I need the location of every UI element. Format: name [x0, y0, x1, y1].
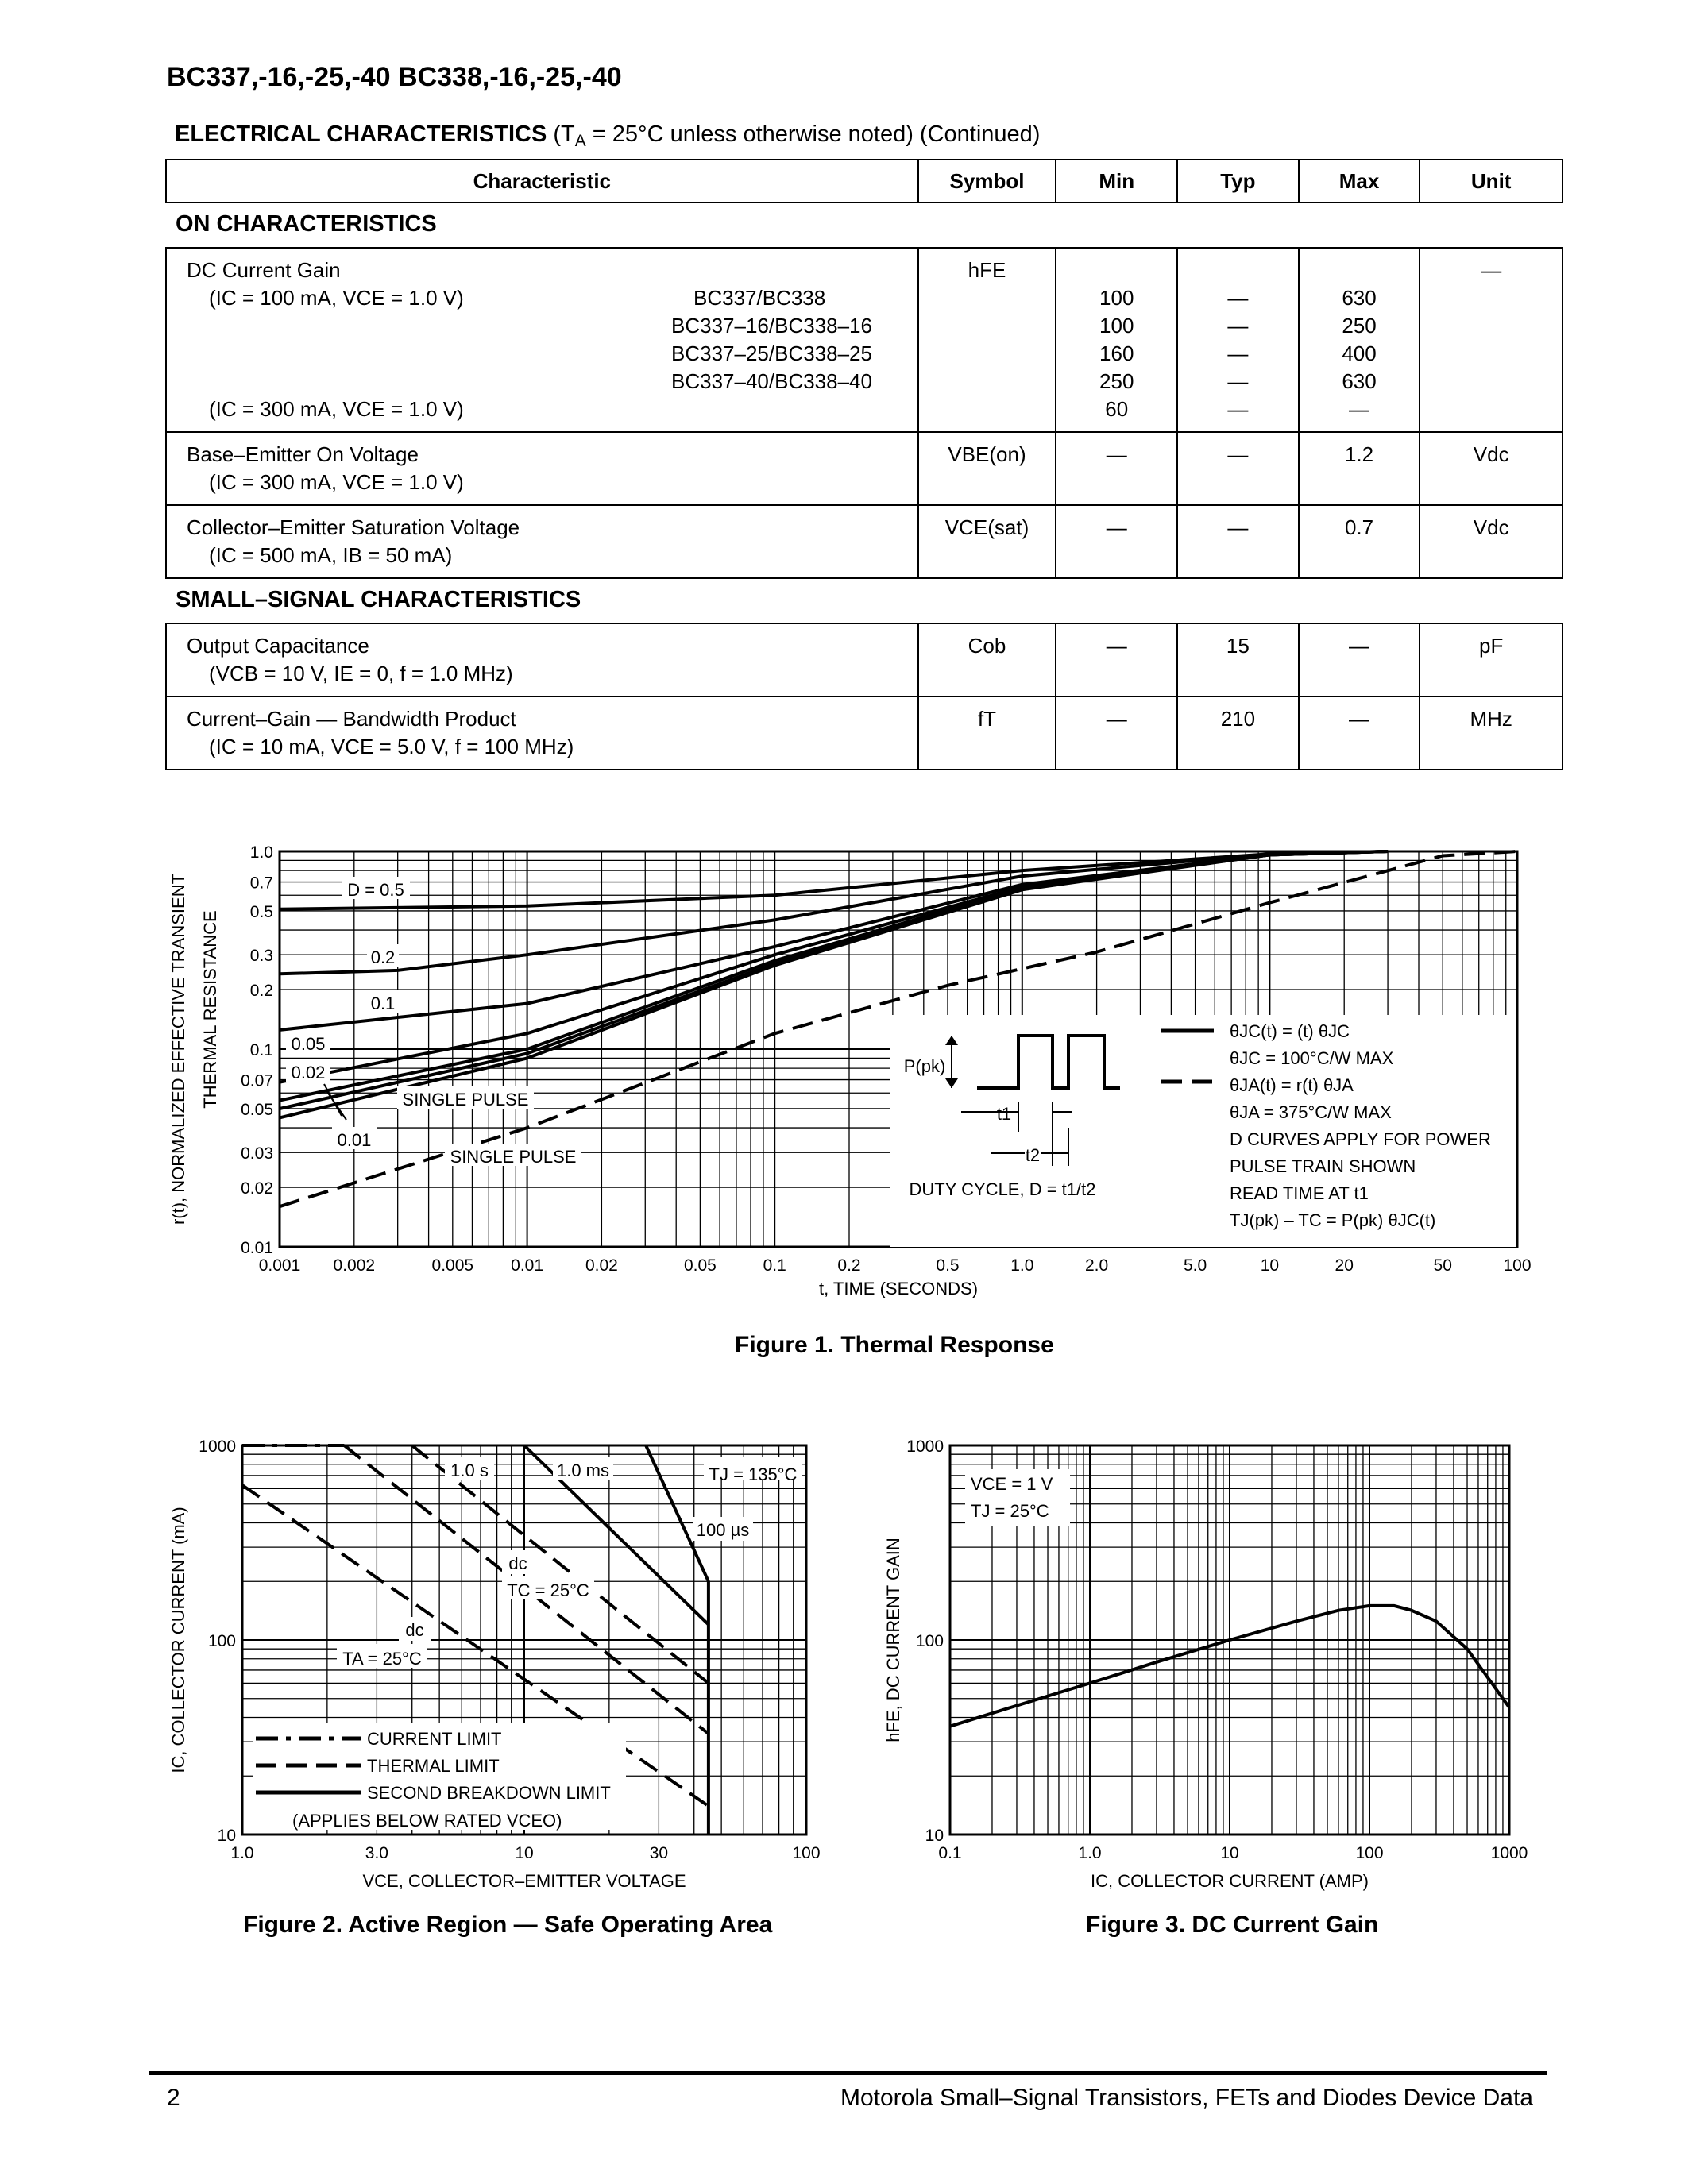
- sos-label-dc: dc: [508, 1553, 527, 1573]
- col-header: Max: [1299, 160, 1420, 203]
- legend-item: θJC = 100°C/W MAX: [1230, 1048, 1394, 1068]
- sos-label-tj: TJ = 135°C: [709, 1464, 798, 1484]
- y-axis-label: IC, COLLECTOR CURRENT (mA): [168, 1507, 188, 1773]
- y-tick-label: 1000: [199, 1437, 236, 1456]
- x-tick-label: 0.005: [431, 1256, 474, 1275]
- legend-item: (APPLIES BELOW RATED VCEO): [292, 1811, 562, 1831]
- typ-value: —: [1227, 369, 1249, 393]
- x-tick-label: 100: [1503, 1256, 1532, 1275]
- typ-value: 210: [1177, 696, 1299, 770]
- device-name: BC337–40/BC338–40: [671, 369, 872, 393]
- min-value: 100: [1099, 286, 1134, 310]
- max-value: 630: [1342, 369, 1377, 393]
- param-condition: (IC = 100 mA, VCE = 1.0 V): [209, 286, 464, 310]
- x-tick-label: 0.002: [333, 1256, 376, 1275]
- y-tick-label: 0.05: [241, 1100, 273, 1119]
- legend-item: θJA = 375°C/W MAX: [1230, 1102, 1392, 1122]
- sos-label-1ms: 1.0 ms: [556, 1461, 610, 1480]
- sos-label-dc: dc: [405, 1620, 424, 1640]
- curve-label-005: 0.05: [291, 1034, 326, 1054]
- symbol-cell: fT: [918, 696, 1056, 770]
- param-label: Output Capacitance: [187, 634, 369, 658]
- y-tick-label: 0.7: [249, 874, 273, 893]
- x-tick-label: 1.0: [1078, 1844, 1102, 1862]
- max-value: —: [1349, 397, 1370, 421]
- duty-cycle-label: DUTY CYCLE, D = t1/t2: [909, 1179, 1096, 1199]
- legend-item: D CURVES APPLY FOR POWER: [1230, 1129, 1491, 1149]
- y-axis-label: r(t), NORMALIZED EFFECTIVE TRANSIENT: [168, 873, 188, 1225]
- x-tick-label: 0.05: [683, 1256, 717, 1275]
- x-tick-label: 0.02: [585, 1256, 618, 1275]
- inset-t2-label: t2: [1025, 1145, 1041, 1165]
- param-condition: (IC = 500 mA, IB = 50 mA): [209, 543, 453, 567]
- typ-value: —: [1227, 341, 1249, 365]
- footer-source: Motorola Small–Signal Transistors, FETs and Diodes Device Data: [840, 2085, 1533, 2111]
- legend-item: CURRENT LIMIT: [367, 1729, 502, 1749]
- param-condition: (IC = 300 mA, VCE = 1.0 V): [209, 397, 464, 421]
- x-tick-label: 20: [1335, 1256, 1354, 1275]
- section-title: ON CHARACTERISTICS: [166, 203, 1562, 248]
- x-tick-label: 100: [1355, 1844, 1384, 1862]
- y-tick-label: 10: [925, 1827, 944, 1845]
- page-number: 2: [167, 2085, 180, 2111]
- unit-cell: pF: [1420, 623, 1562, 696]
- min-value: —: [1056, 623, 1177, 696]
- page-header: BC337,-16,-25,-40 BC338,-16,-25,-40: [167, 62, 622, 92]
- symbol-cell: Cob: [918, 623, 1056, 696]
- param-condition: (IC = 10 mA, VCE = 5.0 V, f = 100 MHz): [209, 735, 574, 758]
- x-tick-label: 0.2: [837, 1256, 861, 1275]
- curve-label-02: 0.2: [370, 947, 396, 967]
- x-tick-label: 10: [1260, 1256, 1280, 1275]
- symbol-cell: VBE(on): [918, 432, 1056, 505]
- max-value: —: [1299, 696, 1420, 770]
- x-tick-label: 0.1: [938, 1844, 962, 1862]
- x-tick-label: 1.0: [1010, 1256, 1034, 1275]
- curve-label-single-pulse: SINGLE PULSE: [402, 1090, 529, 1109]
- legend-item: TJ(pk) – TC = P(pk) θJC(t): [1230, 1210, 1436, 1230]
- typ-value: —: [1227, 397, 1249, 421]
- y-axis-label: THERMAL RESISTANCE: [200, 910, 220, 1109]
- x-tick-label: 5.0: [1183, 1256, 1207, 1275]
- col-header: Symbol: [918, 160, 1056, 203]
- y-tick-label: 0.5: [249, 902, 273, 921]
- legend-item: READ TIME AT t1: [1230, 1183, 1369, 1203]
- unit-cell: Vdc: [1420, 505, 1562, 578]
- gain-condition-tj: TJ = 25°C: [971, 1501, 1049, 1521]
- max-value: —: [1299, 623, 1420, 696]
- y-tick-label: 0.2: [249, 982, 273, 1001]
- min-value: 60: [1105, 397, 1129, 421]
- max-value: 0.7: [1299, 505, 1420, 578]
- y-tick-label: 10: [217, 1827, 236, 1845]
- unit-cell: Vdc: [1420, 432, 1562, 505]
- y-tick-label: 0.02: [241, 1179, 273, 1198]
- legend-item: θJA(t) = r(t) θJA: [1230, 1075, 1354, 1095]
- footer-rule: [149, 2071, 1547, 2075]
- figure-1-caption: Figure 1. Thermal Response: [735, 1332, 1054, 1358]
- min-value: —: [1056, 505, 1177, 578]
- x-tick-label: 1000: [1490, 1844, 1528, 1862]
- typ-value: —: [1177, 432, 1299, 505]
- curve-label-001: 0.01: [337, 1130, 372, 1150]
- figure-2-caption: Figure 2. Active Region — Safe Operating Area: [243, 1912, 773, 1938]
- x-tick-label: 0.01: [511, 1256, 544, 1275]
- device-name: BC337–16/BC338–16: [671, 314, 872, 338]
- x-tick-label: 10: [1220, 1844, 1239, 1862]
- legend-item: THERMAL LIMIT: [367, 1756, 500, 1776]
- gain-condition-vce: VCE = 1 V: [971, 1474, 1053, 1494]
- x-tick-label: 3.0: [365, 1844, 388, 1862]
- x-axis-label: IC, COLLECTOR CURRENT (AMP): [1090, 1871, 1369, 1891]
- x-tick-label: 10: [515, 1844, 534, 1862]
- param-label: Collector–Emitter Saturation Voltage: [187, 515, 520, 539]
- symbol-cell: hFE: [918, 248, 1056, 432]
- x-tick-label: 0.5: [936, 1256, 960, 1275]
- col-header: Min: [1056, 160, 1177, 203]
- curve-label-d05: D = 0.5: [347, 880, 404, 900]
- x-tick-label: 0.1: [763, 1256, 786, 1275]
- max-value: 250: [1342, 314, 1377, 338]
- max-value: 1.2: [1299, 432, 1420, 505]
- sos-label-100us: 100 µs: [696, 1520, 750, 1540]
- x-tick-label: 1.0: [230, 1844, 254, 1862]
- device-name: BC337–25/BC338–25: [671, 341, 872, 365]
- unit-cell: —: [1420, 248, 1562, 432]
- curve-label-single-pulse-dashed: SINGLE PULSE: [450, 1147, 577, 1167]
- curve-label-01: 0.1: [370, 994, 396, 1013]
- min-value: 250: [1099, 369, 1134, 393]
- col-header: Unit: [1420, 160, 1562, 203]
- param-condition: (IC = 300 mA, VCE = 1.0 V): [209, 470, 464, 494]
- col-header: Typ: [1177, 160, 1299, 203]
- x-tick-label: 100: [792, 1844, 821, 1862]
- param-label: Base–Emitter On Voltage: [187, 442, 419, 466]
- min-value: —: [1056, 696, 1177, 770]
- typ-value: —: [1227, 314, 1249, 338]
- min-value: 160: [1099, 341, 1134, 365]
- device-name: BC337/BC338: [693, 286, 826, 310]
- inset-t1-label: t1: [996, 1104, 1012, 1124]
- section-title: SMALL–SIGNAL CHARACTERISTICS: [166, 578, 1562, 623]
- legend-item: PULSE TRAIN SHOWN: [1230, 1156, 1416, 1176]
- y-tick-label: 0.3: [249, 947, 273, 966]
- sos-label-1s: 1.0 s: [450, 1461, 489, 1480]
- param-label: Current–Gain — Bandwidth Product: [187, 707, 516, 731]
- col-header: Characteristic: [166, 160, 918, 203]
- min-value: 100: [1099, 314, 1134, 338]
- sos-label-tc: TC = 25°C: [507, 1580, 589, 1600]
- y-tick-label: 0.07: [241, 1071, 273, 1090]
- y-tick-label: 0.03: [241, 1144, 273, 1163]
- typ-value: —: [1177, 505, 1299, 578]
- max-value: 630: [1342, 286, 1377, 310]
- x-tick-label: 2.0: [1084, 1256, 1109, 1275]
- legend-item: SECOND BREAKDOWN LIMIT: [367, 1783, 611, 1803]
- table-caption: ELECTRICAL CHARACTERISTICS ($T_A = 25^\circ C$ unless otherwise noted) (Continued): [175, 122, 1041, 150]
- figure-3-caption: Figure 3. DC Current Gain: [1086, 1912, 1379, 1938]
- y-tick-label: 100: [207, 1632, 236, 1650]
- param-label: DC Current Gain: [187, 258, 341, 282]
- x-tick-label: 0.001: [258, 1256, 301, 1275]
- x-axis-label: VCE, COLLECTOR–EMITTER VOLTAGE: [362, 1871, 686, 1891]
- legend-item: θJC(t) = (t) θJC: [1230, 1021, 1350, 1041]
- y-tick-label: 0.01: [241, 1239, 273, 1257]
- symbol-cell: VCE(sat): [918, 505, 1056, 578]
- y-tick-label: 1.0: [249, 843, 273, 862]
- unit-cell: MHz: [1420, 696, 1562, 770]
- y-axis-label: hFE, DC CURRENT GAIN: [883, 1538, 903, 1742]
- min-value: —: [1056, 432, 1177, 505]
- typ-value: —: [1227, 286, 1249, 310]
- curve-label-002: 0.02: [291, 1063, 326, 1082]
- x-axis-label: t, TIME (SECONDS): [818, 1279, 979, 1298]
- sos-label-ta: TA = 25°C: [342, 1649, 422, 1669]
- x-tick-label: 30: [649, 1844, 669, 1862]
- y-tick-label: 100: [915, 1632, 944, 1650]
- inset-ppk-label: P(pk): [903, 1056, 946, 1076]
- x-tick-label: 50: [1433, 1256, 1452, 1275]
- max-value: 400: [1342, 341, 1377, 365]
- typ-value: 15: [1177, 623, 1299, 696]
- param-condition: (VCB = 10 V, IE = 0, f = 1.0 MHz): [209, 662, 513, 685]
- y-tick-label: 1000: [906, 1437, 944, 1456]
- y-tick-label: 0.1: [249, 1041, 273, 1059]
